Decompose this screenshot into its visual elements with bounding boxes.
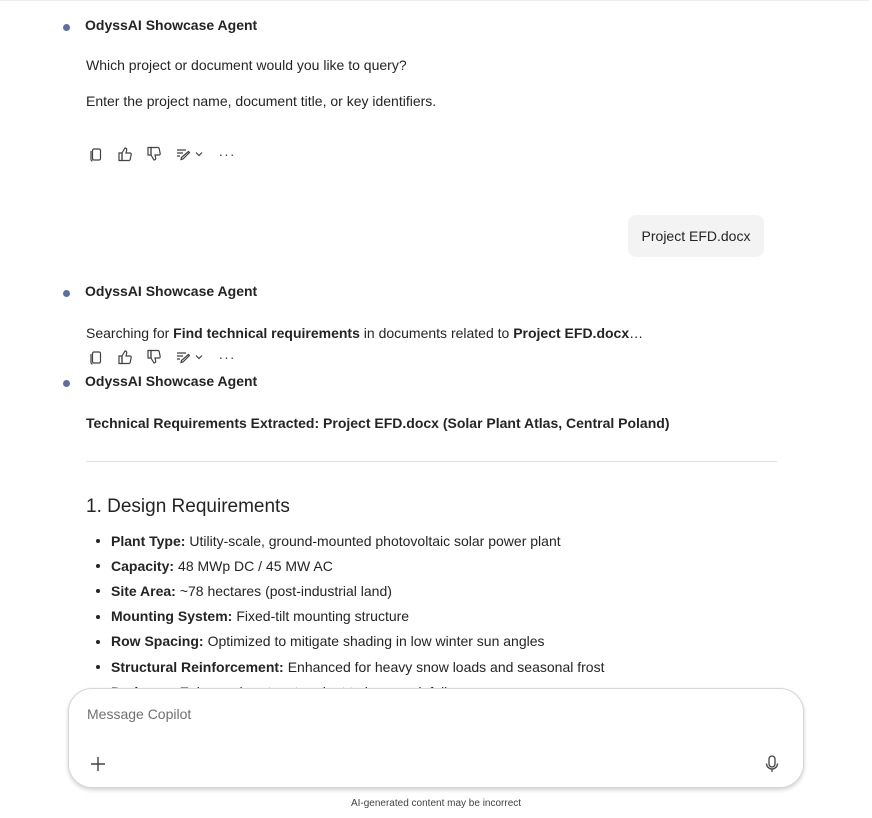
- content-divider: [86, 461, 777, 462]
- requirement-value: Optimized to mitigate shading in low winter sun angles: [207, 633, 545, 650]
- agent-hint-text: Enter the project name, document title, or key identifiers.: [86, 93, 437, 109]
- requirement-label: Plant Type:: [111, 532, 186, 549]
- thumbs-up-icon[interactable]: [115, 145, 134, 164]
- ai-disclaimer: AI-generated content may be incorrect: [350, 798, 522, 809]
- thumbs-down-icon[interactable]: [144, 145, 163, 164]
- message-actions-toolbar: [86, 347, 238, 367]
- user-message-bubble: Project EFD.docx: [628, 215, 764, 257]
- agent-avatar: [63, 290, 70, 297]
- edit-icon[interactable]: [173, 145, 192, 164]
- agent-message-header: [63, 15, 257, 35]
- requirement-label: Structural Reinforcement:: [111, 658, 284, 675]
- agent-avatar: [63, 380, 70, 387]
- microphone-icon: [762, 754, 782, 774]
- microphone-button[interactable]: [761, 753, 783, 775]
- agent-question-text: Which project or document would you like to query?: [86, 57, 407, 73]
- agent-name: OdyssAI Showcase Agent: [85, 373, 258, 389]
- requirement-label: Mounting System:: [111, 608, 233, 625]
- more-options-icon[interactable]: ···: [218, 146, 236, 162]
- requirement-item: [86, 654, 786, 679]
- searching-status-text: Searching for Find technical requirements in documents related to Project EFD.docx…: [86, 325, 644, 341]
- search-query-text: Find technical requirements: [173, 325, 360, 341]
- copy-icon[interactable]: [86, 145, 105, 164]
- copy-icon[interactable]: [86, 348, 105, 367]
- top-divider: [0, 0, 869, 1]
- add-attachment-button[interactable]: [87, 753, 109, 775]
- requirement-value: ~78 hectares (post-industrial land): [179, 582, 392, 599]
- search-document-text: Project EFD.docx: [513, 325, 630, 341]
- requirement-label: Site Area:: [111, 582, 176, 599]
- chevron-down-icon[interactable]: [194, 348, 204, 367]
- requirement-value: Utility-scale, ground-mounted photovoltaic solar power plant: [189, 532, 561, 549]
- requirements-list: [86, 528, 786, 688]
- more-options-icon[interactable]: ···: [218, 349, 236, 365]
- requirement-item: [86, 604, 786, 629]
- agent-name: OdyssAI Showcase Agent: [85, 283, 258, 299]
- section-heading: 1. Design Requirements: [86, 496, 290, 517]
- requirement-item: [86, 553, 786, 578]
- agent-message-header: [63, 371, 257, 391]
- requirement-item: [86, 528, 786, 553]
- edit-icon[interactable]: [173, 348, 192, 367]
- message-actions-toolbar: [86, 144, 238, 164]
- agent-name: OdyssAI Showcase Agent: [85, 17, 258, 33]
- requirement-label: Capacity:: [111, 557, 175, 574]
- requirements-title: Technical Requirements Extracted: Project EFD.docx (Solar Plant Atlas, Central Poland): [86, 415, 670, 431]
- message-composer: [68, 688, 804, 788]
- requirement-value: Enhanced for heavy snow loads and seasonal frost: [287, 658, 605, 675]
- thumbs-up-icon[interactable]: [115, 348, 134, 367]
- agent-avatar: [63, 24, 70, 31]
- requirement-item: [86, 578, 786, 603]
- agent-message-header: [63, 281, 257, 301]
- chevron-down-icon[interactable]: [194, 145, 204, 164]
- requirement-value: 48 MWp DC / 45 MW AC: [178, 557, 333, 574]
- plus-icon: [88, 754, 108, 774]
- requirement-item: [86, 629, 786, 654]
- requirement-value: Fixed-tilt mounting structure: [236, 608, 410, 625]
- thumbs-down-icon[interactable]: [144, 348, 163, 367]
- requirement-label: Row Spacing:: [111, 633, 204, 650]
- message-input[interactable]: [87, 706, 687, 722]
